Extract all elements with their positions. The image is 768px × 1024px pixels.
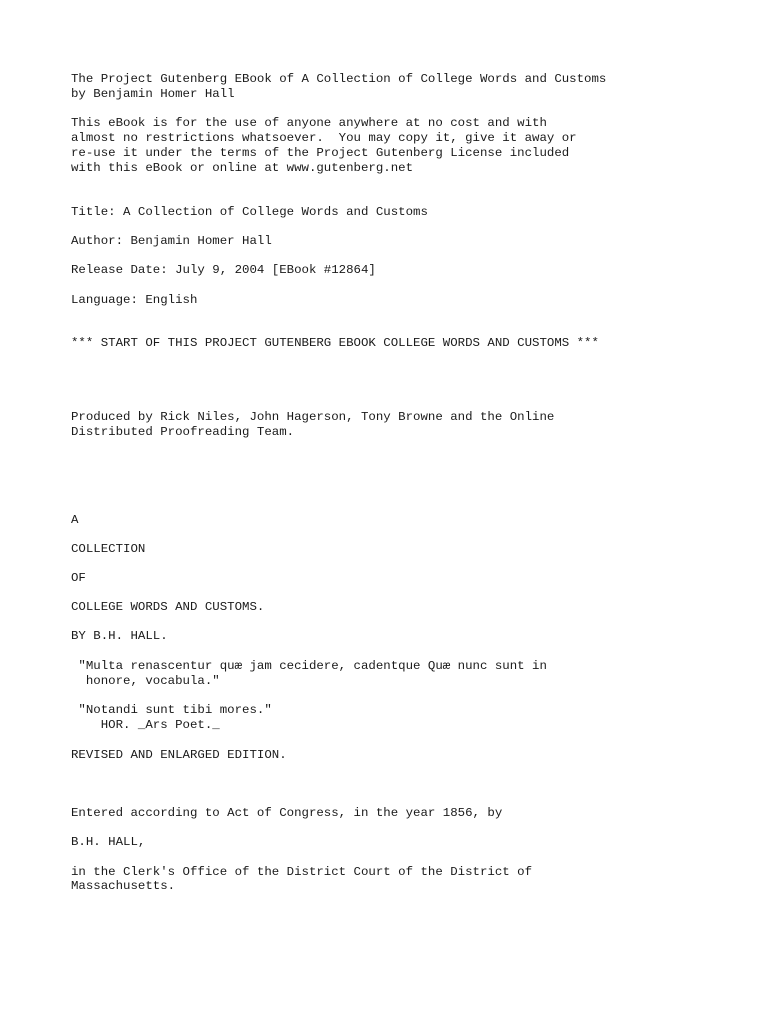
edition-note: REVISED AND ENLARGED EDITION.: [71, 748, 287, 762]
epigraph-line: "Notandi sunt tibi mores.": [71, 703, 272, 717]
copyright-office: Massachusetts.: [71, 879, 176, 893]
license-line: almost no restrictions whatsoever. You may copy it, give it away or: [71, 131, 577, 145]
meta-title: Title: A Collection of College Words and Customs: [71, 205, 428, 219]
copyright-entered: Entered according to Act of Congress, in the year 1856, by: [71, 806, 503, 820]
credits-line: Produced by Rick Niles, John Hagerson, Tony Browne and the Online: [71, 410, 555, 424]
credits-line: Distributed Proofreading Team.: [71, 425, 295, 439]
ebook-header-author: by Benjamin Homer Hall: [71, 87, 235, 101]
copyright-name: B.H. HALL,: [71, 835, 146, 849]
epigraph-line: "Multa renascentur quæ jam cecidere, cadentque Quæ nunc sunt in: [71, 659, 547, 673]
copyright-office: in the Clerk's Office of the District Court of the District of: [71, 865, 533, 879]
title-page-byline: BY B.H. HALL.: [71, 629, 168, 643]
start-marker: *** START OF THIS PROJECT GUTENBERG EBOOK COLLEGE WORDS AND CUSTOMS ***: [71, 336, 599, 350]
license-line: re-use it under the terms of the Project Gutenberg License included: [71, 146, 570, 160]
meta-release-date: Release Date: July 9, 2004 [EBook #12864]: [71, 263, 376, 277]
title-page-collection: COLLECTION: [71, 542, 146, 556]
epigraph-attribution: HOR. _Ars Poet._: [71, 718, 220, 732]
meta-author: Author: Benjamin Homer Hall: [71, 234, 272, 248]
ebook-header-line: The Project Gutenberg EBook of A Collection of College Words and Customs: [71, 72, 607, 86]
license-line: with this eBook or online at www.gutenberg.net: [71, 161, 414, 175]
title-page-college: COLLEGE WORDS AND CUSTOMS.: [71, 600, 265, 614]
license-line: This eBook is for the use of anyone anywhere at no cost and with: [71, 116, 547, 130]
epigraph-line: honore, vocabula.": [71, 674, 220, 688]
meta-language: Language: English: [71, 293, 198, 307]
title-page-of: OF: [71, 571, 86, 585]
title-page-a: A: [71, 513, 79, 527]
